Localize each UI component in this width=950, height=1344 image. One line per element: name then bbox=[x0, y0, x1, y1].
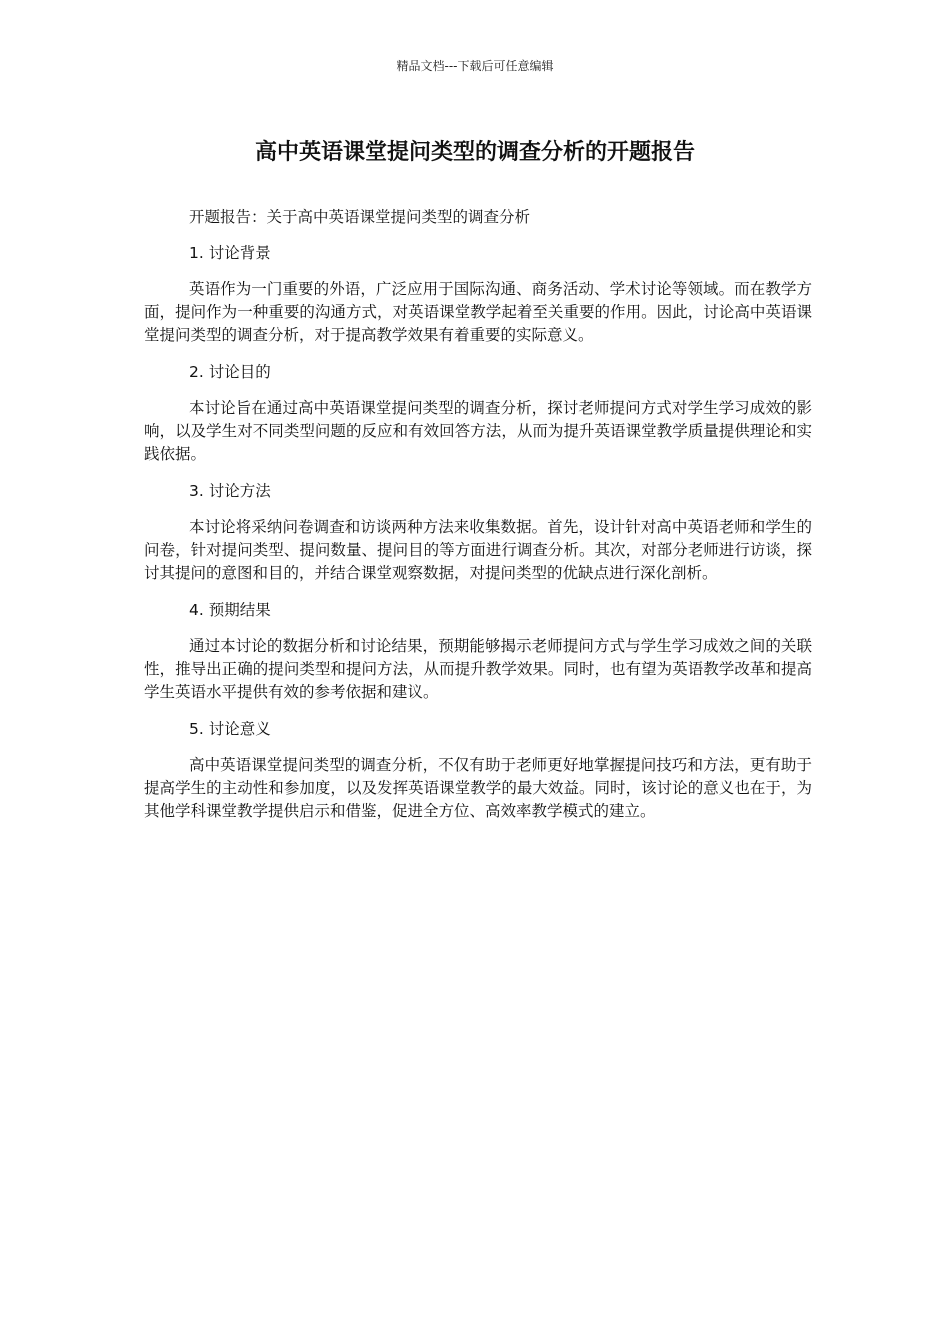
section-heading-expected-results: 4. 预期结果 bbox=[189, 601, 271, 619]
section-text-expected-results: 通过本讨论的数据分析和讨论结果，预期能够揭示老师提问方式与学生学习成效之间的关联性，推导出正确的提问类型和提问方法，从而提升教学效果。同时，也有望为英语教学改革和提高学生英语水平提供有效的参考依据和建议。 bbox=[144, 637, 812, 701]
document-title: 高中英语课堂提问类型的调查分析的开题报告 bbox=[254, 140, 695, 165]
section-text-background: 英语作为一门重要的外语，广泛应用于国际沟通、商务活动、学术讨论等领域。而在教学方面，提问作为一种重要的沟通方式，对英语课堂教学起着至关重要的作用。因此，讨论高中英语课堂提问类型的调查分析，对于提高教学效果有着重要的实际意义。 bbox=[144, 280, 812, 344]
section-heading-background: 1. 讨论背景 bbox=[189, 244, 271, 262]
section-text-significance: 高中英语课堂提问类型的调查分析，不仅有助于老师更好地掌握提问技巧和方法，更有助于提高学生的主动性和参加度，以及发挥英语课堂教学的最大效益。同时，该讨论的意义也在于，为其他学科课堂教学提供启示和借鉴，促进全方位、高效率教学模式的建立。 bbox=[144, 756, 812, 820]
page-header-watermark: 精品文档---下载后可任意编辑 bbox=[396, 59, 554, 73]
section-heading-purpose: 2. 讨论目的 bbox=[189, 363, 271, 381]
document-body bbox=[144, 206, 812, 837]
section-heading-significance: 5. 讨论意义 bbox=[189, 720, 271, 738]
intro-line: 开题报告：关于高中英语课堂提问类型的调查分析 bbox=[189, 208, 531, 226]
section-text-method: 本讨论将采纳问卷调查和访谈两种方法来收集数据。首先，设计针对高中英语老师和学生的问卷，针对提问类型、提问数量、提问目的等方面进行调查分析。其次，对部分老师进行访谈，探讨其提问的意图和目的，并结合课堂观察数据，对提问类型的优缺点进行深化剖析。 bbox=[144, 518, 812, 582]
section-text-purpose: 本讨论旨在通过高中英语课堂提问类型的调查分析，探讨老师提问方式对学生学习成效的影响，以及学生对不同类型问题的反应和有效回答方法，从而为提升英语课堂教学质量提供理论和实践依据。 bbox=[144, 399, 812, 463]
section-heading-method: 3. 讨论方法 bbox=[189, 482, 271, 500]
